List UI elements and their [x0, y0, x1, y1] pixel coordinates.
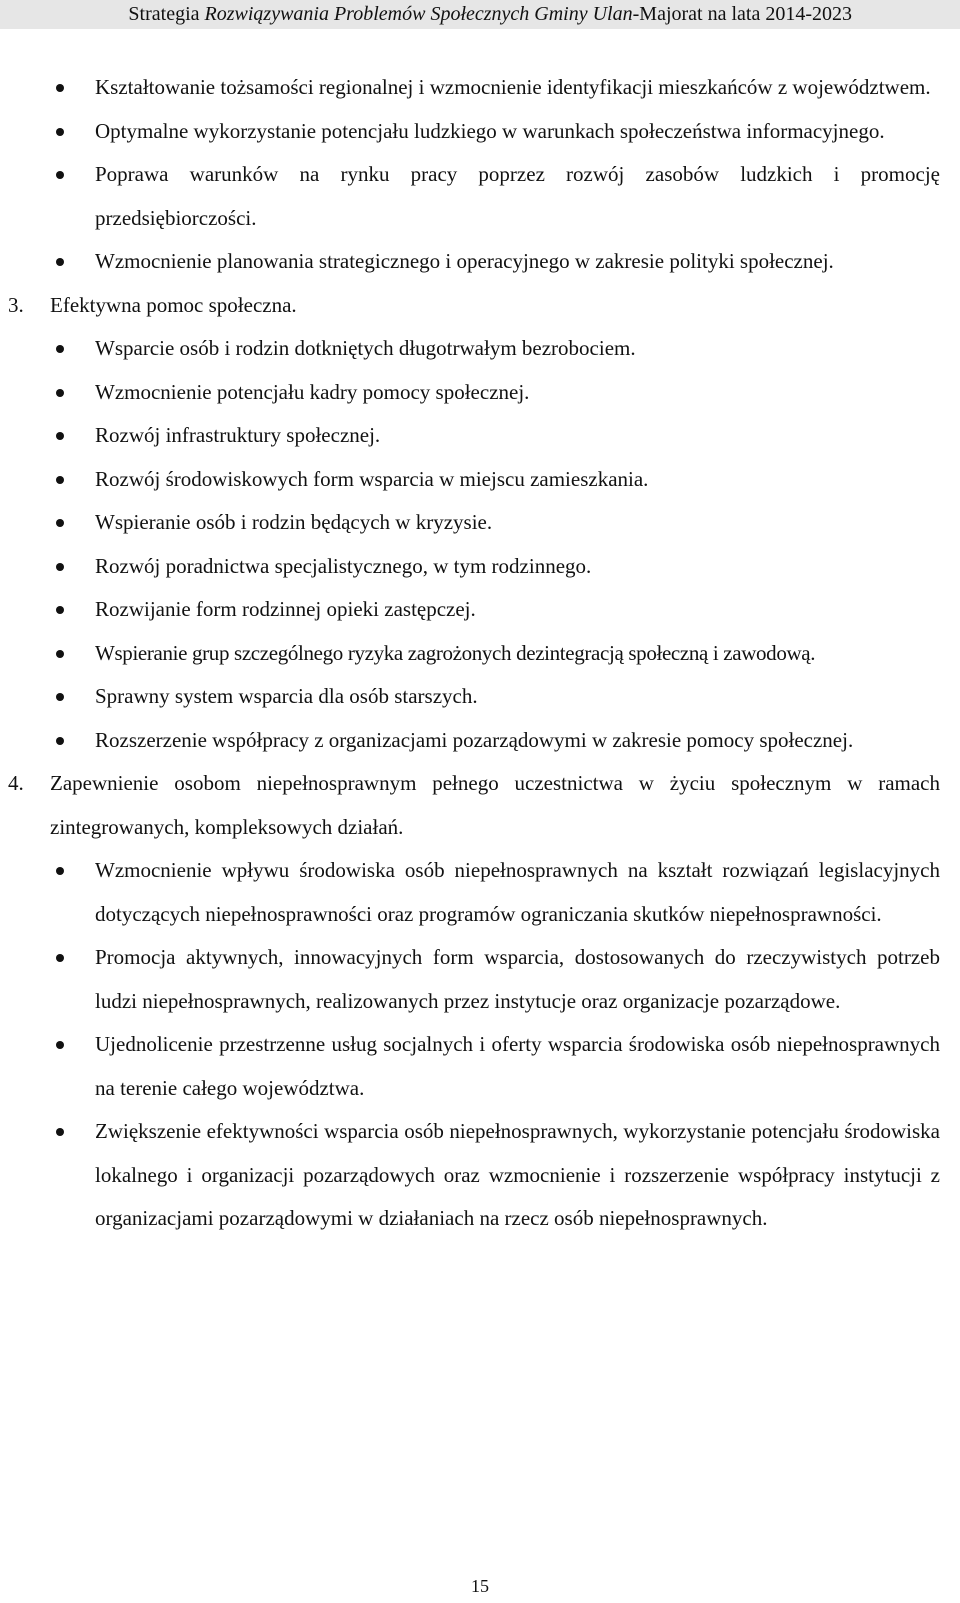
list-item: Kształtowanie tożsamości regionalnej i wzmocnienie identyfikacji mieszkańców z województwem. [50, 66, 940, 110]
list-item: Rozwój środowiskowych form wsparcia w miejscu zamieszkania. [50, 458, 940, 502]
document-body [8, 66, 940, 1241]
list-item: Wspieranie osób i rodzin będących w kryzysie. [50, 501, 940, 545]
page-number: 15 [471, 1576, 489, 1596]
header-title [128, 2, 852, 26]
goal-list-2 [50, 66, 940, 284]
goal-list-3 [50, 327, 940, 762]
section-number: 3. [8, 292, 24, 317]
list-item: Poprawa warunków na rynku pracy poprzez rozwój zasobów ludzkich i promocję przedsiębiorczości. [50, 153, 940, 240]
list-item: Wspieranie grup szczególnego ryzyka zagrożonych dezintegracją społeczną i zawodową. [50, 632, 940, 676]
section-title: Zapewnienie osobom niepełnosprawnym pełnego uczestnictwa w życiu społecznym w ramach zintegrowanych, kompleksowych działań. [50, 771, 940, 839]
list-item: Rozszerzenie współpracy z organizacjami pozarządowymi w zakresie pomocy społecznej. [50, 719, 940, 763]
list-item: Promocja aktywnych, innowacyjnych form wsparcia, dostosowanych do rzeczywistych potrzeb ludzi niepełnosprawnych, realizowanych przez instytucje oraz organizacje pozarządowe. [50, 936, 940, 1023]
list-item: Rozwijanie form rodzinnej opieki zastępczej. [50, 588, 940, 632]
list-item: Wzmocnienie potencjału kadry pomocy społecznej. [50, 371, 940, 415]
list-item: Zwiększenie efektywności wsparcia osób niepełnosprawnych, wykorzystanie potencjału środowiska lokalnego i organizacji pozarządowych oraz wzmocnienie i rozszerzenie współpracy instytucji z organizacjami pozarządowymi w działaniach na rzecz osób niepełnosprawnych. [50, 1110, 940, 1241]
list-item: Wsparcie osób i rodzin dotkniętych długotrwałym bezrobociem. [50, 327, 940, 371]
list-item: Optymalne wykorzystanie potencjału ludzkiego w warunkach społeczeństwa informacyjnego. [50, 110, 940, 154]
list-item: Wzmocnienie wpływu środowiska osób niepełnosprawnych na kształt rozwiązań legislacyjnych dotyczących niepełnosprawności oraz programów ograniczania skutków niepełnosprawności. [50, 849, 940, 936]
section-4-heading [8, 762, 940, 849]
running-header [0, 0, 960, 29]
header-prefix: Strategia [128, 3, 205, 25]
list-item: Rozwój poradnictwa specjalistycznego, w tym rodzinnego. [50, 545, 940, 589]
list-item: Wzmocnienie planowania strategicznego i operacyjnego w zakresie polityki społecznej. [50, 240, 940, 284]
header-suffix: Majorat na lata 2014-2023 [639, 3, 852, 25]
list-item: Rozwój infrastruktury społecznej. [50, 414, 940, 458]
section-3-heading [8, 284, 940, 328]
list-item: Ujednolicenie przestrzenne usług socjalnych i oferty wsparcia środowiska osób niepełnosprawnych na terenie całego województwa. [50, 1023, 940, 1110]
header-italic: Rozwiązywania Problemów Społecznych Gminy Ulan- [204, 3, 640, 25]
section-number: 4. [8, 771, 24, 795]
section-title: Efektywna pomoc społeczna. [50, 292, 297, 317]
list-item: Sprawny system wsparcia dla osób starszych. [50, 675, 940, 719]
goal-list-4 [50, 849, 940, 1241]
